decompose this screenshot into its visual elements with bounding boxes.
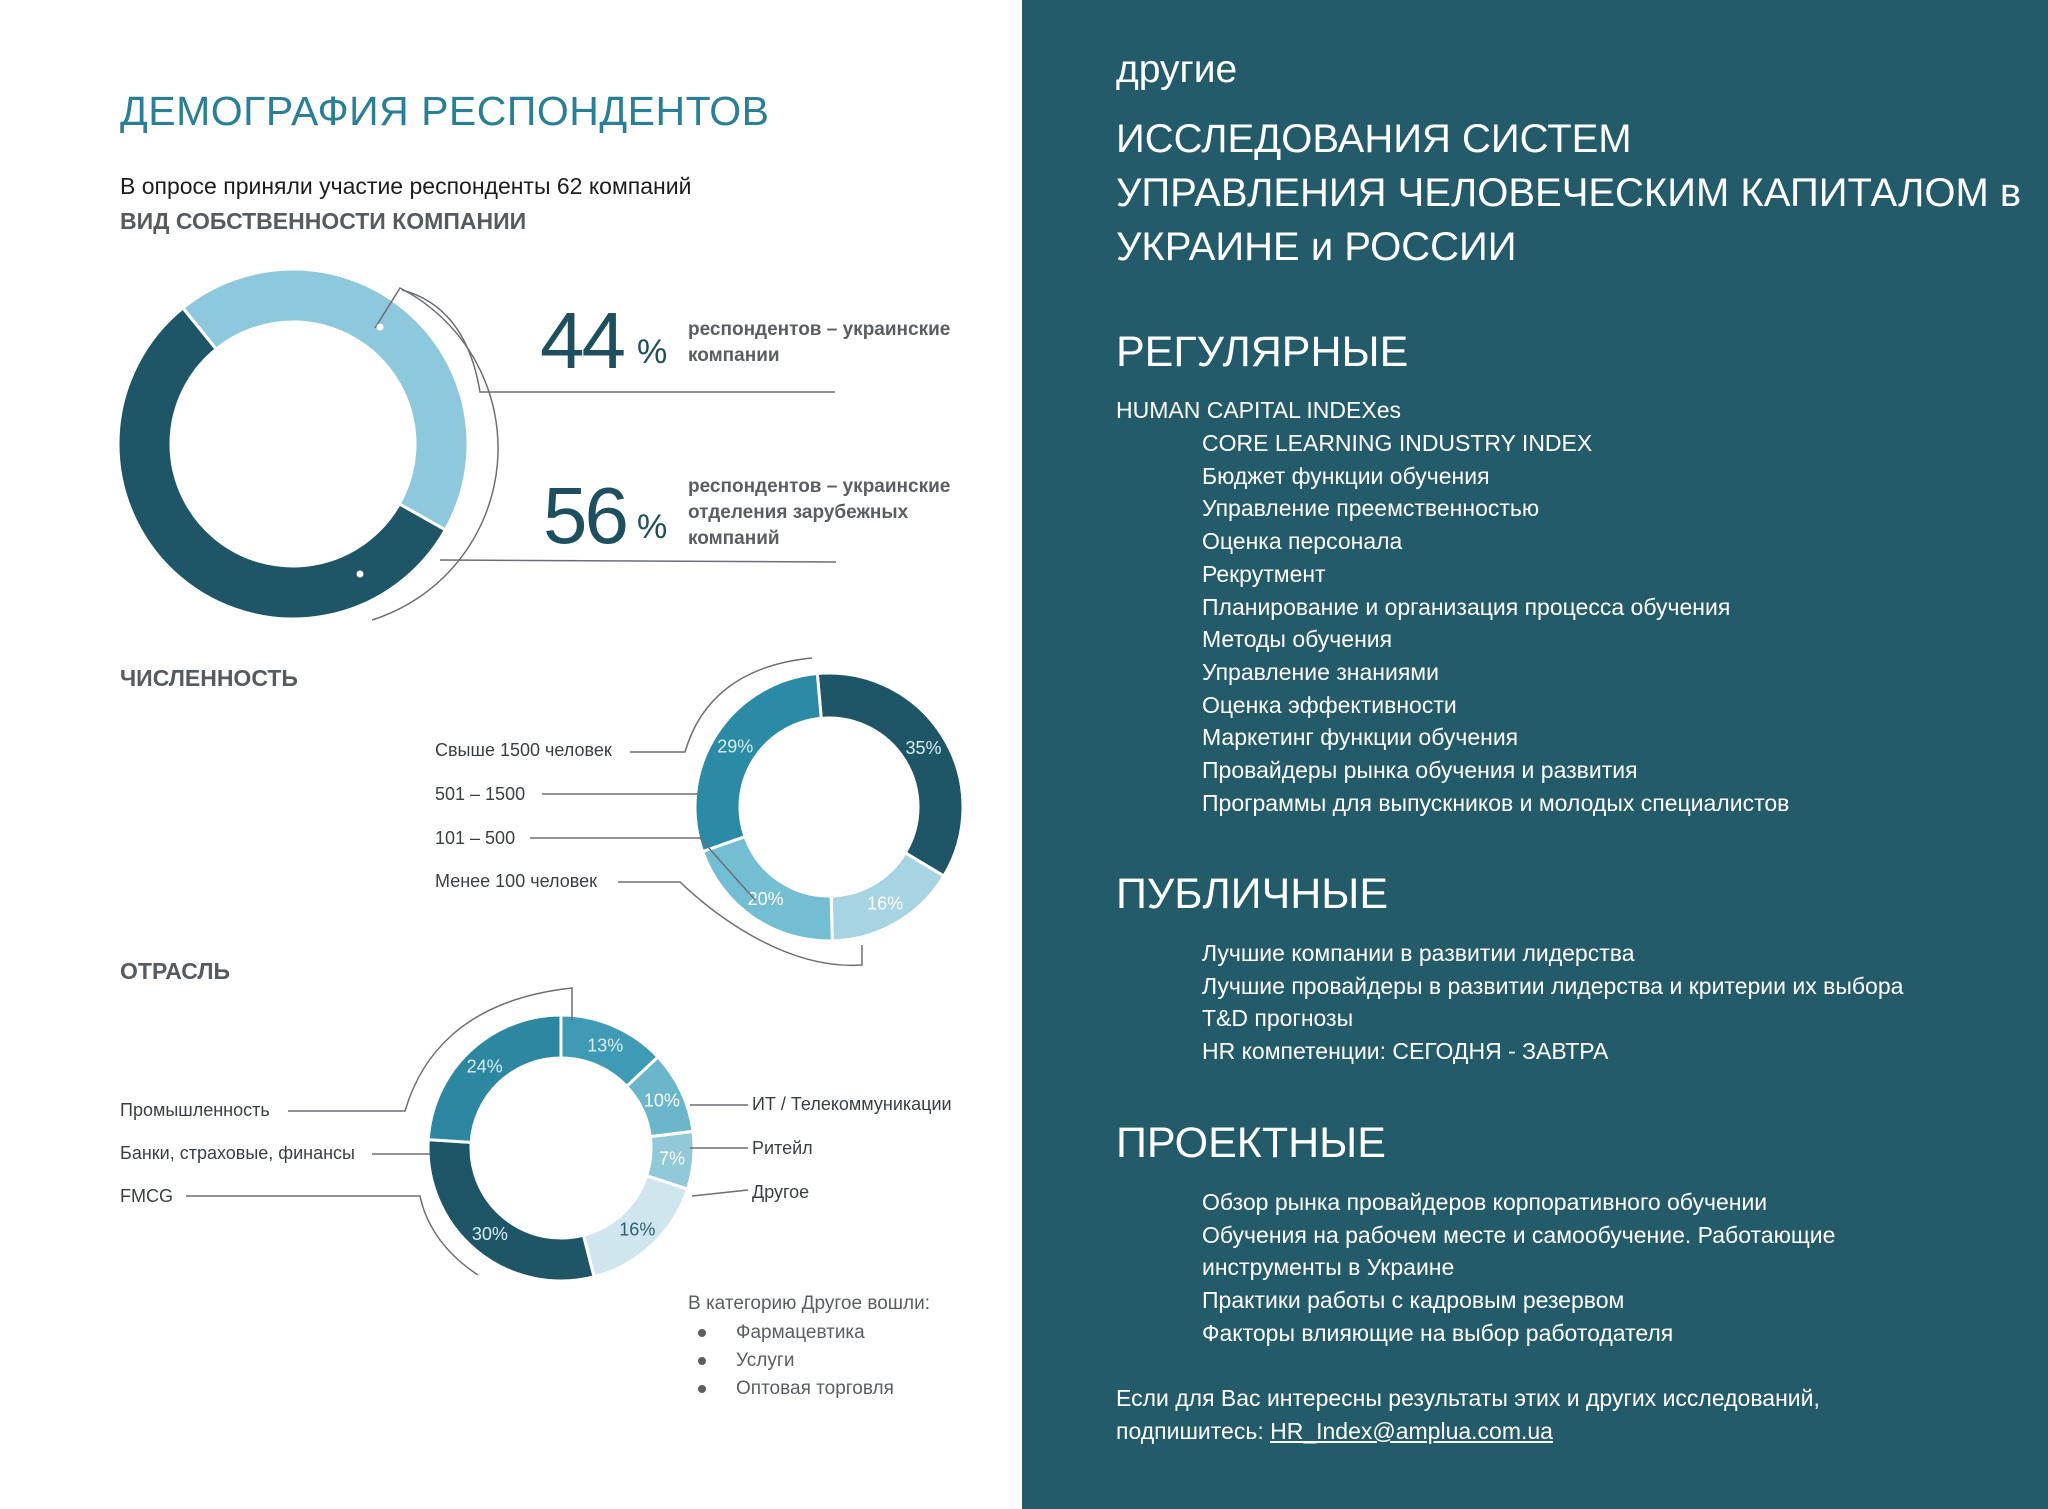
headcount-value-label: 16% bbox=[867, 893, 904, 914]
page-title: ДЕМОГРАФИЯ РЕСПОНДЕНТОВ bbox=[120, 88, 770, 134]
industry-heading: ОТРАСЛЬ bbox=[120, 958, 231, 984]
other-item-1-text: Фармацевтика bbox=[736, 1322, 865, 1343]
industry-label-other: Другое bbox=[752, 1182, 810, 1202]
industry-donut bbox=[428, 1015, 694, 1281]
industry-value-label: 24% bbox=[466, 1056, 503, 1077]
public-item: T&D прогнозы bbox=[1202, 1005, 1354, 1032]
ownership-unit-2: % bbox=[637, 508, 668, 546]
headcount-value-label: 35% bbox=[905, 737, 942, 758]
research-headline bbox=[1116, 112, 2021, 274]
project-item: Практики работы с кадровым резервом bbox=[1202, 1287, 1625, 1314]
regular-item: Управление знаниями bbox=[1202, 658, 1439, 685]
public-item: Лучшие провайдеры в развитии лидерства и критерии их выбора bbox=[1202, 972, 1904, 999]
headline-line-3: УКРАИНЕ и РОССИИ bbox=[1116, 225, 1517, 269]
other-item-1 bbox=[698, 1322, 865, 1344]
headcount-segment bbox=[817, 673, 963, 876]
regular-heading: РЕГУЛЯРНЫЕ bbox=[1116, 328, 1409, 376]
ownership-label-2: респондентов – украинские отделения зарубежных компаний bbox=[688, 476, 951, 549]
headcount-label-1: Свыше 1500 человек bbox=[435, 740, 612, 760]
subscribe-email-link[interactable]: HR_Index@amplua.com.ua bbox=[1270, 1418, 1553, 1444]
regular-item: Оценка персонала bbox=[1202, 528, 1403, 555]
subscribe-line-2 bbox=[1116, 1415, 1553, 1448]
industry-value-label: 16% bbox=[619, 1219, 656, 1240]
public-list bbox=[1202, 937, 1903, 1068]
industry-value-label: 30% bbox=[471, 1223, 508, 1244]
other-category-note: В категорию Другое вошли: bbox=[688, 1293, 930, 1314]
headcount-label-2: 501 – 1500 bbox=[435, 784, 526, 804]
regular-item: CORE LEARNING INDUSTRY INDEX bbox=[1202, 430, 1593, 456]
project-list bbox=[1202, 1186, 1835, 1350]
bullet-icon bbox=[698, 1329, 706, 1337]
other-item-2 bbox=[698, 1350, 794, 1372]
subscribe-prefix: подпишитесь: bbox=[1116, 1418, 1271, 1444]
regular-item: Провайдеры рынка обучения и развития bbox=[1202, 757, 1638, 784]
industry-value-label: 13% bbox=[587, 1035, 624, 1056]
headcount-donut bbox=[695, 673, 963, 941]
public-heading: ПУБЛИЧНЫЕ bbox=[1116, 870, 1389, 918]
project-item: инструменты в Украине bbox=[1202, 1254, 1455, 1281]
intro-text: В опросе приняли участие респонденты 62 компаний bbox=[120, 173, 692, 199]
industry-value-label: 7% bbox=[658, 1148, 686, 1169]
project-item: Факторы влияющие на выбор работодателя bbox=[1202, 1319, 1674, 1346]
headcount-label-3: 101 – 500 bbox=[435, 828, 516, 848]
headline-line-1: ИССЛЕДОВАНИЯ СИСТЕМ bbox=[1116, 117, 1632, 161]
regular-item: Оценка эффективности bbox=[1202, 691, 1457, 718]
regular-item: Планирование и организация процесса обучения bbox=[1202, 593, 1731, 620]
other-label: другие bbox=[1116, 48, 1238, 91]
ownership-segment bbox=[183, 269, 468, 530]
headcount-label-4: Менее 100 человек bbox=[435, 871, 597, 891]
ownership-donut bbox=[118, 269, 468, 619]
regular-item: Рекрутмент bbox=[1202, 560, 1326, 587]
industry-segment bbox=[428, 1015, 561, 1142]
regular-item: Управление преемственностью bbox=[1202, 495, 1540, 522]
ownership-label-1: респондентов – украинские компании bbox=[688, 319, 951, 366]
demographics-panel bbox=[0, 0, 1022, 1509]
regular-item: Программы для выпускников и молодых специалистов bbox=[1202, 789, 1790, 816]
headcount-value-label: 29% bbox=[717, 736, 754, 757]
bullet-icon bbox=[698, 1385, 706, 1393]
regular-group-title: HUMAN CAPITAL INDEXes bbox=[1116, 397, 1401, 423]
ownership-marker-a bbox=[377, 324, 384, 331]
industry-label-industry: Промышленность bbox=[120, 1100, 270, 1120]
headcount-heading: ЧИСЛЕННОСТЬ bbox=[120, 665, 298, 691]
regular-item: Бюджет функции обучения bbox=[1202, 462, 1490, 489]
regular-item: Методы обучения bbox=[1202, 626, 1393, 653]
other-research-panel bbox=[1022, 0, 2048, 1509]
industry-value-label: 10% bbox=[643, 1090, 680, 1111]
public-item: HR компетенции: СЕГОДНЯ - ЗАВТРА bbox=[1202, 1038, 1609, 1065]
project-heading: ПРОЕКТНЫЕ bbox=[1116, 1119, 1386, 1167]
ownership-heading: ВИД СОБСТВЕННОСТИ КОМПАНИИ bbox=[120, 208, 527, 234]
other-item-3-text: Оптовая торговля bbox=[736, 1378, 894, 1399]
industry-label-it: ИТ / Телекоммуникации bbox=[752, 1094, 952, 1114]
industry-label-retail: Ритейл bbox=[752, 1138, 813, 1158]
headcount-value-label: 20% bbox=[747, 888, 784, 909]
industry-segment bbox=[428, 1140, 594, 1281]
subscribe-line-1: Если для Вас интересны результаты этих и других исследований, bbox=[1116, 1385, 1820, 1411]
regular-list bbox=[1202, 427, 1789, 819]
industry-label-fmcg: FMCG bbox=[120, 1186, 173, 1206]
project-item: Обзор рынка провайдеров корпоративного обучении bbox=[1202, 1189, 1768, 1215]
headline-line-2: УПРАВЛЕНИЯ ЧЕЛОВЕЧЕСКИМ КАПИТАЛОМ в bbox=[1116, 171, 2022, 215]
other-item-3 bbox=[698, 1378, 894, 1400]
other-item-2-text: Услуги bbox=[736, 1350, 795, 1371]
bullet-icon bbox=[698, 1357, 706, 1365]
project-item: Обучения на рабочем месте и самообучение. Работающие bbox=[1202, 1221, 1836, 1248]
ownership-marker-b bbox=[357, 571, 364, 578]
ownership-value-2: 56 bbox=[543, 471, 626, 560]
ownership-value-1: 44 bbox=[540, 296, 623, 385]
ownership-unit-1: % bbox=[637, 333, 668, 371]
industry-label-banks: Банки, страховые, финансы bbox=[120, 1143, 355, 1163]
regular-item: Маркетинг функции обучения bbox=[1202, 724, 1519, 751]
public-item: Лучшие компании в развитии лидерства bbox=[1202, 940, 1635, 966]
